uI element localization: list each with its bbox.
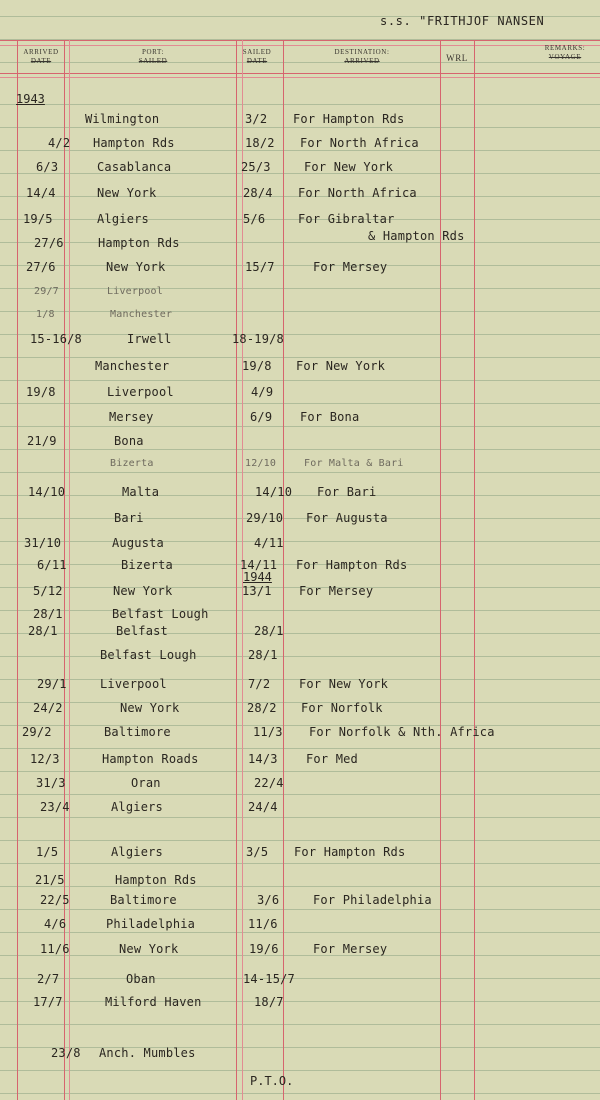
- sailed-date-cell: 5/6: [243, 212, 266, 226]
- destination-cell: For Norfolk & Nth. Africa: [309, 725, 495, 739]
- sailed-date-cell: 28/4: [243, 186, 273, 200]
- destination-cell: For Augusta: [306, 511, 388, 525]
- header-arrived-struck: DATE: [30, 57, 52, 65]
- arrived-date-cell: 27/6: [34, 236, 64, 250]
- header-sailed-label: SAILED: [242, 48, 272, 56]
- port-cell: Hampton Rds: [93, 136, 175, 150]
- header-destination: [284, 48, 440, 66]
- sailed-date-cell: 3/6: [257, 893, 280, 907]
- destination-cell: For Mersey: [313, 260, 388, 274]
- sailed-date-cell: 13/1: [242, 584, 272, 598]
- destination-cell: For Hampton Rds: [296, 558, 408, 572]
- sailed-date-cell: 22/4: [254, 776, 284, 790]
- arrived-date-cell: 31/10: [24, 536, 62, 550]
- destination-cell: For Med: [306, 752, 358, 766]
- port-cell: Belfast Lough: [100, 648, 197, 662]
- destination-cell: For Mersey: [313, 942, 388, 956]
- destination-cell: For New York: [304, 160, 394, 174]
- header-port-struck: SAILED: [138, 57, 168, 65]
- arrived-date-cell: 2/7: [37, 972, 60, 986]
- port-cell: Algiers: [97, 212, 149, 226]
- port-cell: Augusta: [112, 536, 164, 550]
- sailed-date-cell: 12/10: [245, 458, 277, 469]
- arrived-date-cell: 24/2: [33, 701, 63, 715]
- header-destination-struck: ARRIVED: [344, 57, 380, 65]
- header-sailed: [236, 48, 278, 66]
- destination-cell: For Gibraltar: [298, 212, 395, 226]
- port-cell: Oran: [131, 776, 161, 790]
- sailed-date-cell: 24/4: [248, 800, 278, 814]
- arrived-date-cell: 14/4: [26, 186, 56, 200]
- port-cell: Mersey: [109, 410, 154, 424]
- arrived-date-cell: 21/5: [35, 873, 65, 887]
- port-cell: Hampton Rds: [98, 236, 180, 250]
- port-cell: Bona: [114, 434, 144, 448]
- port-cell: Baltimore: [104, 725, 171, 739]
- sailed-date-cell: 29/10: [246, 511, 284, 525]
- port-cell: Irwell: [127, 332, 172, 346]
- header-remarks-label: REMARKS:: [544, 44, 586, 52]
- destination-cell: For North Africa: [298, 186, 417, 200]
- column-rule: [283, 40, 284, 1100]
- port-cell: Milford Haven: [105, 995, 202, 1009]
- year-marker-1944: 1944: [243, 570, 272, 584]
- arrived-date-cell: 17/7: [33, 995, 63, 1009]
- port-cell: New York: [120, 701, 180, 715]
- arrived-date-cell: 19/5: [23, 212, 53, 226]
- arrived-date-cell: 5/12: [33, 584, 63, 598]
- port-cell: New York: [106, 260, 166, 274]
- destination-cell: For Mersey: [299, 584, 374, 598]
- column-rule: [236, 40, 237, 1100]
- header-port: [70, 48, 236, 66]
- sailed-date-cell: 19/6: [249, 942, 279, 956]
- arrived-date-cell: 6/11: [37, 558, 67, 572]
- header-remarks-struck: VOYAGE: [548, 53, 582, 61]
- port-cell: Malta: [122, 485, 160, 499]
- arrived-date-cell: 27/6: [26, 260, 56, 274]
- arrived-date-cell: 31/3: [36, 776, 66, 790]
- ship-name: s.s. "FRITHJOF NANSEN: [380, 14, 545, 28]
- sailed-date-cell: 25/3: [241, 160, 271, 174]
- destination-cell: For Bona: [300, 410, 360, 424]
- sailed-date-cell: 28/1: [254, 624, 284, 638]
- sailed-date-cell: 14/3: [248, 752, 278, 766]
- arrived-date-cell: 12/3: [30, 752, 60, 766]
- sailed-date-cell: 14-15/7: [243, 972, 295, 986]
- port-cell: New York: [97, 186, 157, 200]
- port-cell: New York: [119, 942, 179, 956]
- port-cell: Oban: [126, 972, 156, 986]
- arrived-date-cell: 15-16/8: [30, 332, 82, 346]
- year-marker-1943: 1943: [16, 92, 45, 106]
- port-cell: Bari: [114, 511, 144, 525]
- arrived-date-cell: 29/1: [37, 677, 67, 691]
- header-port-label: PORT:: [141, 48, 165, 56]
- port-cell: Algiers: [111, 845, 163, 859]
- port-cell: Manchester: [110, 309, 173, 320]
- port-cell: Liverpool: [100, 677, 167, 691]
- destination-cell: For New York: [296, 359, 386, 373]
- arrived-date-cell: 21/9: [27, 434, 57, 448]
- sailed-date-cell: 4/9: [251, 385, 274, 399]
- destination-cell: For Norfolk: [301, 701, 383, 715]
- port-cell: Philadelphia: [106, 917, 196, 931]
- destination-cell: For Hampton Rds: [293, 112, 405, 126]
- column-rule: [440, 40, 441, 1100]
- port-cell: Bizerta: [110, 458, 154, 469]
- sailed-date-cell: 14/11: [240, 558, 278, 572]
- sailed-date-cell: 11/3: [253, 725, 283, 739]
- sailed-date-cell: 18/2: [245, 136, 275, 150]
- arrived-date-cell: 1/8: [36, 309, 55, 320]
- sailed-date-cell: 18-19/8: [232, 332, 284, 346]
- header-sailed-struck: DATE: [246, 57, 268, 65]
- arrived-date-cell: 6/3: [36, 160, 59, 174]
- port-cell: Manchester: [95, 359, 170, 373]
- page-turn-note: P.T.O.: [250, 1074, 294, 1088]
- header-destination-label: DESTINATION:: [334, 48, 390, 56]
- destination-cell: & Hampton Rds: [368, 229, 465, 243]
- port-cell: Liverpool: [107, 385, 174, 399]
- sailed-date-cell: 3/5: [246, 845, 269, 859]
- header-bottom-rule: [0, 73, 600, 74]
- destination-cell: For Bari: [317, 485, 377, 499]
- sailed-date-cell: 28/1: [248, 648, 278, 662]
- port-cell: New York: [113, 584, 173, 598]
- column-rule: [474, 40, 475, 1100]
- sailed-date-cell: 6/9: [250, 410, 273, 424]
- port-cell: Hampton Roads: [102, 752, 199, 766]
- header-top-rule-2: [0, 45, 600, 46]
- sailed-date-cell: 14/10: [255, 485, 293, 499]
- arrived-date-cell: 1/5: [36, 845, 59, 859]
- sailed-date-cell: 7/2: [248, 677, 271, 691]
- destination-cell: For Hampton Rds: [294, 845, 406, 859]
- destination-cell: For New York: [299, 677, 389, 691]
- destination-cell: For Philadelphia: [313, 893, 432, 907]
- arrived-date-cell: 4/2: [48, 136, 71, 150]
- header-bottom-rule-2: [0, 77, 600, 78]
- header-wrl: WRL: [446, 53, 468, 63]
- arrived-date-cell: 23/8: [51, 1046, 81, 1060]
- sailed-date-cell: 18/7: [254, 995, 284, 1009]
- arrived-date-cell: 29/2: [22, 725, 52, 739]
- arrived-date-cell: 28/1: [28, 624, 58, 638]
- sailed-date-cell: 3/2: [245, 112, 268, 126]
- column-rule: [17, 40, 18, 1100]
- header-remarks: [530, 44, 600, 62]
- port-cell: Algiers: [111, 800, 163, 814]
- column-rule: [69, 40, 70, 1100]
- arrived-date-cell: 28/1: [33, 607, 63, 621]
- arrived-date-cell: 14/10: [28, 485, 66, 499]
- port-cell: Anch. Mumbles: [99, 1046, 196, 1060]
- sailed-date-cell: 28/2: [247, 701, 277, 715]
- port-cell: Bizerta: [121, 558, 173, 572]
- arrived-date-cell: 4/6: [44, 917, 67, 931]
- port-cell: Baltimore: [110, 893, 177, 907]
- header-arrived-label: ARRIVED: [23, 48, 59, 56]
- port-cell: Liverpool: [107, 286, 163, 297]
- port-cell: Hampton Rds: [115, 873, 197, 887]
- port-cell: Belfast Lough: [112, 607, 209, 621]
- header-arrived: [18, 48, 64, 66]
- arrived-date-cell: 29/7: [34, 286, 59, 297]
- sailed-date-cell: 4/11: [254, 536, 284, 550]
- port-cell: Wilmington: [85, 112, 160, 126]
- arrived-date-cell: 19/8: [26, 385, 56, 399]
- arrived-date-cell: 22/5: [40, 893, 70, 907]
- port-cell: Belfast: [116, 624, 168, 638]
- port-cell: Casablanca: [97, 160, 172, 174]
- sailed-date-cell: 15/7: [245, 260, 275, 274]
- sailed-date-cell: 19/8: [242, 359, 272, 373]
- arrived-date-cell: 23/4: [40, 800, 70, 814]
- arrived-date-cell: 11/6: [40, 942, 70, 956]
- destination-cell: For Malta & Bari: [304, 458, 404, 469]
- header-top-rule: [0, 40, 600, 41]
- destination-cell: For North Africa: [300, 136, 419, 150]
- sailed-date-cell: 11/6: [248, 917, 278, 931]
